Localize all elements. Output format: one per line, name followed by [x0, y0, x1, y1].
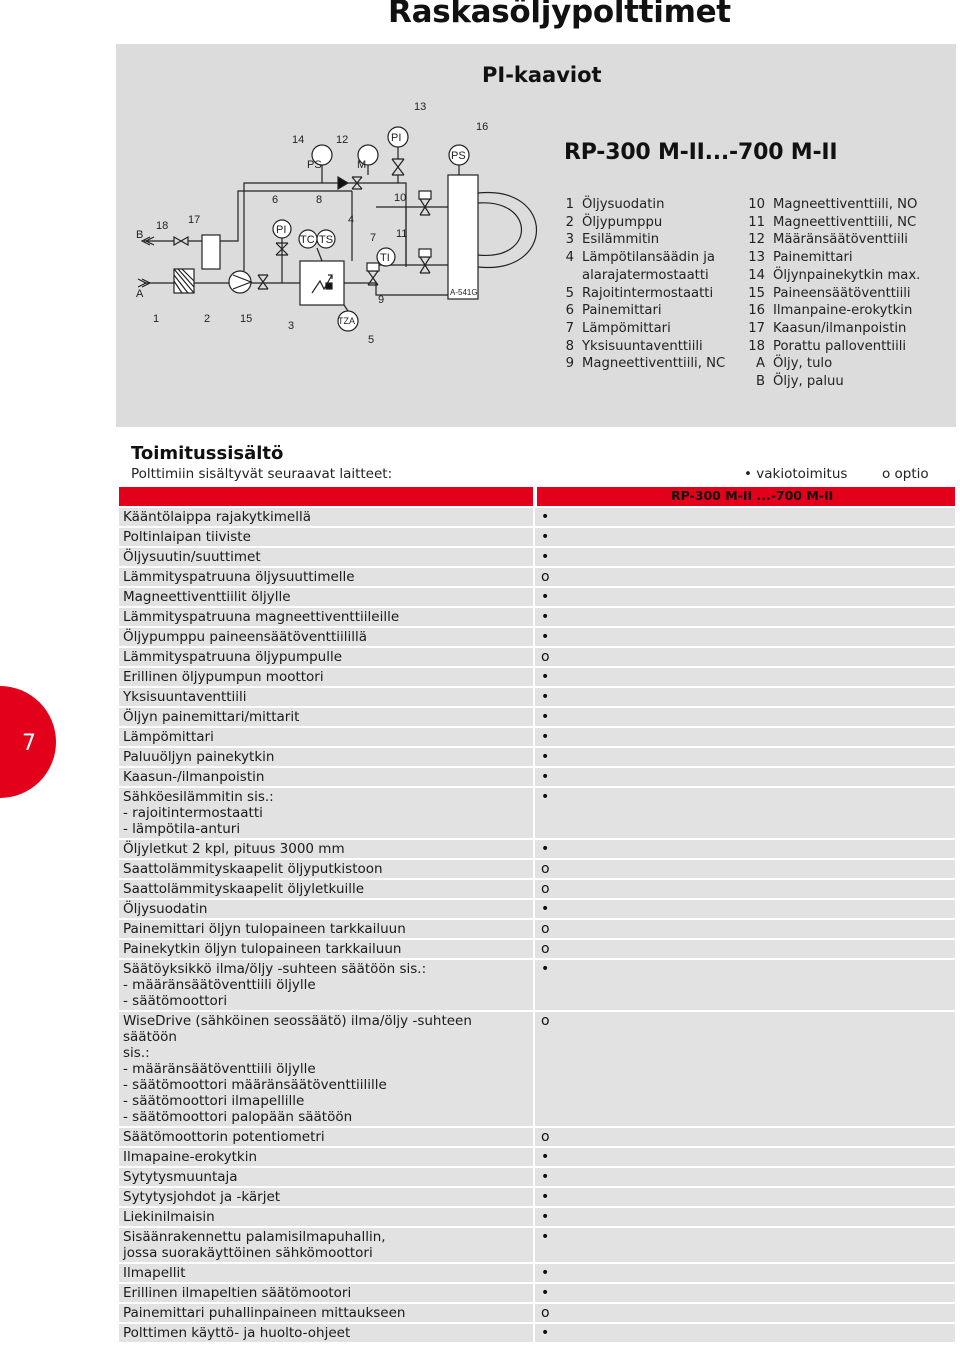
- item-label-line: Paluuöljyn painekytkin: [123, 749, 275, 765]
- legend-item: 13 Painemittari: [748, 250, 853, 266]
- availability-mark: o: [535, 860, 955, 878]
- item-label: [119, 528, 533, 546]
- delivery-table: [119, 508, 955, 1344]
- availability-mark: •: [535, 768, 955, 786]
- item-label: [119, 768, 533, 786]
- legend-item: B Öljy, paluu: [755, 374, 844, 390]
- availability-mark: •: [535, 1148, 955, 1166]
- diagram-label-16: 16: [476, 121, 489, 133]
- legend-item: A Öljy, tulo: [755, 356, 833, 372]
- item-label-line: - määränsäätöventtiili öljylle: [123, 1061, 316, 1077]
- legend-item: 15 Paineensäätöventtiili: [748, 285, 911, 301]
- table-row: [119, 1148, 955, 1166]
- table-row: [119, 1228, 955, 1262]
- pi-diagram: [116, 95, 556, 365]
- diagram-tag-m: M: [357, 159, 367, 171]
- availability-mark: o: [535, 1128, 955, 1146]
- availability-mark: •: [535, 548, 955, 566]
- diagram-code: A-541G: [450, 288, 478, 297]
- availability-mark: •: [535, 528, 955, 546]
- item-label-line: WiseDrive (sähköinen seossäätö) ilma/öljy -suhteen säätöön: [123, 1013, 472, 1045]
- item-label-line: Painekytkin öljyn tulopaineen tarkkailuun: [123, 941, 402, 957]
- item-label-line: Öljysuutin/suuttimet: [123, 549, 261, 565]
- availability-mark: •: [535, 708, 955, 726]
- table-row: [119, 840, 955, 858]
- item-label-line: Liekinilmaisin: [123, 1209, 215, 1225]
- diagram-label-5: 5: [368, 334, 375, 346]
- item-label-line: - säätömoottori palopään säätöön: [123, 1109, 353, 1125]
- diagram-label-A: A: [136, 288, 144, 300]
- availability-mark: •: [535, 1208, 955, 1226]
- item-label: [119, 1264, 533, 1282]
- item-label-line: Lämmityspatruuna öljysuuttimelle: [123, 569, 355, 585]
- legend-item: 5 Rajoitintermostaatti: [565, 285, 714, 301]
- item-label: [119, 840, 533, 858]
- availability-mark: •: [535, 1264, 955, 1282]
- preheater-symbol: [300, 261, 344, 305]
- delivery-subtitle: Polttimiin sisältyvät seuraavat laitteet:: [131, 466, 393, 482]
- diagram-tag-ps1: PS: [307, 159, 322, 171]
- item-label-line: Magneettiventtiilit öljylle: [123, 589, 291, 605]
- item-label-line: Sytytysmuuntaja: [123, 1169, 238, 1185]
- legend-item: 18 Porattu palloventtiili: [748, 338, 907, 354]
- diagram-label-12: 12: [336, 134, 349, 146]
- item-label-line: Kääntölaippa rajakytkimellä: [123, 509, 312, 525]
- item-label: [119, 568, 533, 586]
- legend-item: 12 Määränsäätöventtiili: [748, 232, 908, 248]
- item-label: [119, 508, 533, 526]
- availability-mark: •: [535, 1284, 955, 1302]
- diagram-label-3: 3: [288, 320, 295, 332]
- legend-right: [744, 196, 920, 391]
- item-label: [119, 1284, 533, 1302]
- legend-item: 6 Painemittari: [565, 303, 662, 319]
- item-label: [119, 608, 533, 626]
- availability-mark: •: [535, 788, 955, 838]
- item-label: [119, 648, 533, 666]
- diagram-tag-ps2: PS: [451, 150, 466, 162]
- item-label-line: - määränsäätöventtiili öljylle: [123, 977, 316, 993]
- item-label-line: Erillinen öljypumpun moottori: [123, 669, 324, 685]
- availability-mark: •: [535, 728, 955, 746]
- item-label: [119, 1228, 533, 1262]
- item-label: [119, 548, 533, 566]
- item-label-line: - säätömoottori ilmapellille: [123, 1093, 305, 1109]
- table-row: [119, 1188, 955, 1206]
- key-standard: • vakiotoimitus: [744, 466, 848, 482]
- item-label-line: Lämpömittari: [123, 729, 214, 745]
- item-label: [119, 1168, 533, 1186]
- legend-item: 11 Magneettiventtiili, NC: [748, 214, 917, 230]
- delivery-title: Toimitussisältö: [131, 443, 284, 464]
- item-label: [119, 1324, 533, 1342]
- table-row: [119, 920, 955, 938]
- item-label-line: Öljyletkut 2 kpl, pituus 3000 mm: [123, 841, 345, 857]
- item-label-line: Kaasun-/ilmanpoistin: [123, 769, 265, 785]
- item-label: [119, 920, 533, 938]
- item-label: [119, 588, 533, 606]
- model-title: RP-300 M-II...-700 M-II: [564, 140, 838, 165]
- table-row: [119, 748, 955, 766]
- item-label: [119, 1304, 533, 1322]
- table-row: [119, 528, 955, 546]
- table-row: [119, 1304, 955, 1322]
- availability-mark: •: [535, 1324, 955, 1342]
- diagram-label-8: 8: [316, 194, 323, 206]
- item-label-line: Saattolämmityskaapelit öljyputkistoon: [123, 861, 383, 877]
- table-row: [119, 788, 955, 838]
- availability-mark: o: [535, 880, 955, 898]
- legend-item: 2 Öljypumppu: [565, 214, 663, 230]
- item-label-line: - säätömoottori: [123, 993, 228, 1009]
- item-label: [119, 668, 533, 686]
- availability-mark: o: [535, 1012, 955, 1126]
- diagram-label-11: 11: [396, 228, 408, 240]
- availability-mark: •: [535, 960, 955, 1010]
- legend-left: [562, 196, 725, 373]
- diagram-label-B: B: [136, 229, 144, 241]
- table-row: [119, 588, 955, 606]
- item-label-line: Lämmityspatruuna öljypumpulle: [123, 649, 343, 665]
- table-row: [119, 960, 955, 1010]
- availability-mark: o: [535, 920, 955, 938]
- table-row: [119, 880, 955, 898]
- table-row: [119, 548, 955, 566]
- table-row: [119, 708, 955, 726]
- model-column-header: RP-300 M-II ...-700 M-II: [671, 488, 834, 503]
- availability-mark: •: [535, 668, 955, 686]
- table-row: [119, 648, 955, 666]
- item-label-line: Öljysuodatin: [123, 901, 208, 917]
- item-label: [119, 1012, 533, 1126]
- item-label: [119, 1188, 533, 1206]
- legend-item: 3 Esilämmitin: [565, 232, 660, 248]
- table-row: [119, 1208, 955, 1226]
- table-row: [119, 508, 955, 526]
- diagram-tag-pi1: PI: [391, 132, 402, 144]
- item-label: [119, 788, 533, 838]
- availability-mark: •: [535, 688, 955, 706]
- item-label: [119, 1128, 533, 1146]
- item-label: [119, 860, 533, 878]
- diagram-tag-ts: TS: [319, 234, 334, 246]
- table-row: [119, 768, 955, 786]
- diagram-label-10: 10: [394, 192, 407, 204]
- item-label: [119, 1148, 533, 1166]
- legend-item: 14 Öljynpainekytkin max.: [748, 267, 921, 283]
- diagram-label-1: 1: [153, 313, 160, 325]
- item-label-line: - säätömoottori määränsäätöventtiilille: [123, 1077, 387, 1093]
- diagram-label-7: 7: [370, 232, 377, 244]
- table-row: [119, 1284, 955, 1302]
- diagram-label-18: 18: [156, 220, 169, 232]
- diagram-label-14: 14: [292, 134, 305, 146]
- availability-mark: •: [535, 588, 955, 606]
- item-label: [119, 880, 533, 898]
- item-label-line: - rajoitintermostaatti: [123, 805, 263, 821]
- table-row: [119, 900, 955, 918]
- oil-pump-symbol: [229, 271, 251, 293]
- table-row: [119, 568, 955, 586]
- item-label-line: Poltinlaipan tiiviste: [123, 529, 251, 545]
- item-label: [119, 900, 533, 918]
- table-header-bar-left: [119, 487, 533, 506]
- availability-mark: o: [535, 940, 955, 958]
- table-row: [119, 1128, 955, 1146]
- item-label: [119, 960, 533, 1010]
- availability-mark: •: [535, 900, 955, 918]
- availability-mark: •: [535, 628, 955, 646]
- availability-mark: o: [535, 1304, 955, 1322]
- table-row: [119, 608, 955, 626]
- diagram-tag-pi2: PI: [276, 224, 287, 236]
- legend-item: 17 Kaasun/ilmanpoistin: [748, 320, 907, 336]
- item-label: [119, 628, 533, 646]
- diagram-label-4: 4: [348, 214, 355, 226]
- item-label-line: Sisäänrakennettu palamisilmapuhallin,: [123, 1229, 386, 1245]
- availability-mark: •: [535, 508, 955, 526]
- legend-item: 10 Magneettiventtiili, NO: [748, 197, 918, 212]
- diagram-tag-ti: TI: [380, 252, 390, 264]
- availability-mark: •: [535, 748, 955, 766]
- diagram-label-13: 13: [414, 101, 427, 113]
- chapter-tab-label: 7: [22, 731, 36, 756]
- table-row: [119, 628, 955, 646]
- item-label-line: Säätömoottorin potentiometri: [123, 1129, 325, 1145]
- item-label-line: - lämpötila-anturi: [123, 821, 241, 837]
- item-label-line: Säätöyksikkö ilma/öljy -suhteen säätöön sis.:: [123, 961, 427, 977]
- page-title: Raskasöljypolttimet: [388, 0, 731, 30]
- availability-mark: o: [535, 648, 955, 666]
- burner-body: [448, 175, 478, 299]
- table-row: [119, 668, 955, 686]
- item-label: [119, 748, 533, 766]
- legend-item: 16 Ilmanpaine-erokytkin: [748, 303, 913, 319]
- item-label-line: Lämmityspatruuna magneettiventtiileille: [123, 609, 400, 625]
- availability-mark: o: [535, 568, 955, 586]
- item-label-line: Öljypumppu paineensäätöventtiilillä: [123, 629, 368, 645]
- item-label-line: Sytytysjohdot ja -kärjet: [123, 1189, 281, 1205]
- legend-item: 9 Magneettiventtiili, NC: [565, 356, 726, 372]
- table-row: [119, 1324, 955, 1342]
- item-label-line: Yksisuuntaventtiili: [123, 689, 247, 705]
- table-row: [119, 940, 955, 958]
- item-label-line: Ilmapaine-erokytkin: [123, 1149, 258, 1165]
- item-label-line: Sähköesilämmitin sis.:: [123, 789, 274, 805]
- item-label: [119, 728, 533, 746]
- item-label-line: jossa suorakäyttöinen sähkömoottori: [123, 1245, 373, 1261]
- availability-mark: •: [535, 1188, 955, 1206]
- item-label-line: Erillinen ilmapeltien säätömootori: [123, 1285, 352, 1301]
- item-label: [119, 1208, 533, 1226]
- diagram-label-17: 17: [188, 214, 201, 226]
- item-label-line: sis.:: [123, 1045, 150, 1061]
- item-label-line: Painemittari öljyn tulopaineen tarkkailuun: [123, 921, 406, 937]
- table-row: [119, 1168, 955, 1186]
- legend-item: 8 Yksisuuntaventtiili: [565, 338, 703, 354]
- availability-mark: •: [535, 840, 955, 858]
- table-row: [119, 860, 955, 878]
- legend-item: 1 Öljysuodatin: [565, 197, 665, 212]
- diagram-label-9: 9: [378, 294, 385, 306]
- diagram-label-15: 15: [240, 313, 253, 325]
- legend-item: 4 Lämpötilansäädin ja: [565, 250, 716, 266]
- item-label-line: Saattolämmityskaapelit öljyletkuille: [123, 881, 365, 897]
- table-row: [119, 728, 955, 746]
- table-row: [119, 1012, 955, 1126]
- item-label-line: Painemittari puhallinpaineen mittaukseen: [123, 1305, 406, 1321]
- item-label: [119, 708, 533, 726]
- item-label: [119, 688, 533, 706]
- diagram-label-6: 6: [272, 194, 279, 206]
- item-label-line: Polttimen käyttö- ja huolto-ohjeet: [123, 1325, 351, 1341]
- key-option: o optio: [882, 466, 929, 482]
- table-row: [119, 688, 955, 706]
- table-row: [119, 1264, 955, 1282]
- legend-item: 7 Lämpömittari: [565, 320, 671, 336]
- item-label-line: Ilmapellit: [123, 1265, 186, 1281]
- legend-item: alarajatermostaatti: [582, 267, 709, 283]
- diagram-tag-tza: TZA: [338, 316, 355, 326]
- item-label-line: Öljyn painemittari/mittarit: [123, 709, 300, 725]
- pi-section-title: PI-kaaviot: [482, 63, 602, 87]
- availability-mark: •: [535, 1228, 955, 1262]
- availability-mark: •: [535, 1168, 955, 1186]
- diagram-label-2: 2: [204, 313, 211, 325]
- availability-mark: •: [535, 608, 955, 626]
- item-label: [119, 940, 533, 958]
- diagram-tag-tc: TC: [300, 234, 315, 246]
